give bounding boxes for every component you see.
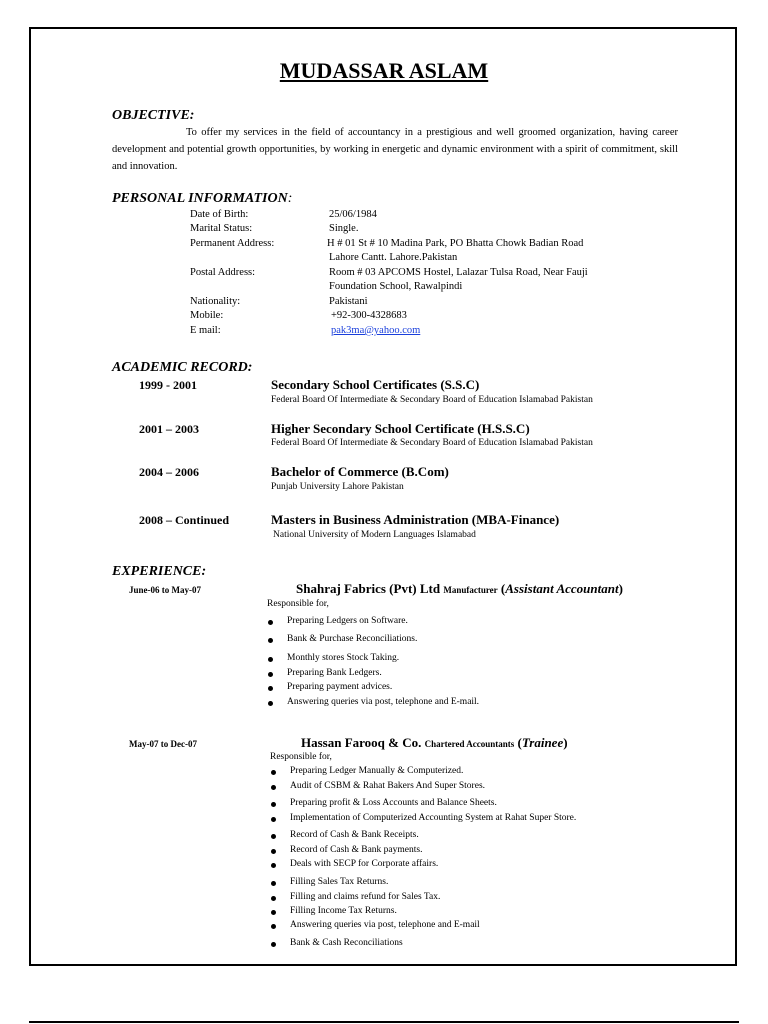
duty-item: Answering queries via post, telephone and E-mail — [290, 920, 480, 930]
job-company-type: Manufacturer — [443, 585, 498, 595]
duty-item: Preparing profit & Loss Accounts and Balance Sheets. — [290, 798, 497, 808]
candidate-name: MUDASSAR ASLAM — [279, 58, 489, 83]
academic-degree: Secondary School Certificates (S.S.C) — [271, 377, 480, 392]
duty-item: Monthly stores Stock Taking. — [287, 653, 400, 663]
duty-item: Preparing Bank Ledgers. — [287, 668, 382, 678]
mobile-value: +92-300-4328683 — [331, 310, 407, 321]
academic-institute: Punjab University Lahore Pakistan — [271, 482, 404, 492]
duty-item: Filling Income Tax Returns. — [290, 906, 397, 916]
email-label: E mail: — [190, 325, 221, 336]
marital-value: Single. — [329, 223, 359, 234]
objective-heading: OBJECTIVE: — [112, 108, 195, 123]
marital-label: Marital Status: — [190, 223, 253, 234]
academic-degree: Higher Secondary School Certificate (H.S.S.C) — [271, 421, 530, 436]
job-company-line: Hassan Farooq & Co. Chartered Accountants (Trainee) — [301, 735, 568, 750]
job-responsible-label: Responsible for, — [270, 752, 332, 762]
academic-degree: Masters in Business Administration (MBA-Finance) — [271, 512, 560, 527]
job-company-type: Chartered Accountants — [424, 739, 515, 749]
duty-item: Answering queries via post, telephone and E-mail. — [287, 697, 480, 707]
academic-institute: Federal Board Of Intermediate & Secondary Board of Education Islamabad Pakistan — [271, 395, 593, 405]
duty-item: Filling and claims refund for Sales Tax. — [290, 892, 441, 902]
dob-label: Date of Birth: — [190, 209, 249, 220]
duty-item: Bank & Purchase Reconciliations. — [287, 634, 418, 644]
duty-item: Bank & Cash Reconciliations — [290, 938, 403, 948]
academic-degree: Bachelor of Commerce (B.Com) — [271, 464, 449, 479]
duty-item: Preparing Ledgers on Software. — [287, 616, 408, 626]
bottom-rule — [29, 1021, 739, 1023]
nationality-label: Nationality: — [190, 296, 241, 307]
mobile-label: Mobile: — [190, 310, 224, 321]
permanent-address-line1: H # 01 St # 10 Madina Park, PO Bhatta Chowk Badian Road — [327, 238, 584, 249]
permanent-address-label: Permanent Address: — [190, 238, 275, 249]
job-period: May-07 to Dec-07 — [129, 739, 197, 749]
duty-item: Preparing Ledger Manually & Computerized. — [290, 766, 464, 776]
job-company: Hassan Farooq & Co. — [301, 735, 422, 750]
personal-info-heading — [112, 191, 292, 207]
academic-years: 2008 – Continued — [139, 513, 230, 527]
duty-item: Filling Sales Tax Returns. — [290, 877, 389, 887]
job-role: Assistant Accountant — [505, 581, 619, 596]
academic-years: 1999 - 2001 — [139, 378, 197, 392]
personal-info-heading-colon: : — [287, 191, 293, 206]
experience-heading: EXPERIENCE: — [112, 564, 207, 579]
duty-item: Preparing payment advices. — [287, 682, 393, 692]
dob-value: 25/06/1984 — [329, 209, 377, 220]
academic-years: 2004 – 2006 — [139, 465, 199, 479]
duty-item: Audit of CSBM & Rahat Bakers And Super Stores. — [290, 781, 486, 791]
email-link[interactable]: pak3ma@yahoo.com — [331, 325, 421, 336]
objective-text: To offer my services in the field of accountancy in a prestigious and well groomed organization, having career development and potential growth opportunities, by working in energetic and dynamic environment with a spirit of commitment, skill and innovation. — [112, 127, 678, 172]
postal-address-line2: Foundation School, Rawalpindi — [329, 281, 463, 292]
nationality-value: Pakistani — [329, 296, 368, 307]
job-role: Trainee — [521, 735, 564, 750]
academic-institute: Federal Board Of Intermediate & Secondary Board of Education Islamabad Pakistan — [271, 438, 593, 448]
academic-years: 2001 – 2003 — [139, 422, 199, 436]
job-period: June-06 to May-07 — [129, 585, 201, 595]
duty-item: Record of Cash & Bank Receipts. — [290, 830, 419, 840]
job-responsible-label: Responsible for, — [267, 599, 329, 609]
permanent-address-line2: Lahore Cantt. Lahore.Pakistan — [329, 252, 458, 263]
personal-info-heading-text: PERSONAL INFORMATION — [112, 191, 288, 206]
academic-heading: ACADEMIC RECORD: — [112, 360, 253, 375]
duty-item: Implementation of Computerized Accounting System at Rahat Super Store. — [290, 813, 577, 823]
job-company: Shahraj Fabrics (Pvt) Ltd — [296, 581, 441, 596]
postal-address-line1: Room # 03 APCOMS Hostel, Lalazar Tulsa Road, Near Fauji — [329, 267, 588, 278]
duty-item: Record of Cash & Bank payments. — [290, 845, 423, 855]
job-company-line: Shahraj Fabrics (Pvt) Ltd Manufacturer (Assistant Accountant) — [296, 581, 623, 596]
academic-institute: National University of Modern Languages Islamabad — [273, 530, 476, 540]
duty-item: Deals with SECP for Corporate affairs. — [290, 859, 439, 869]
postal-address-label: Postal Address: — [190, 267, 256, 278]
